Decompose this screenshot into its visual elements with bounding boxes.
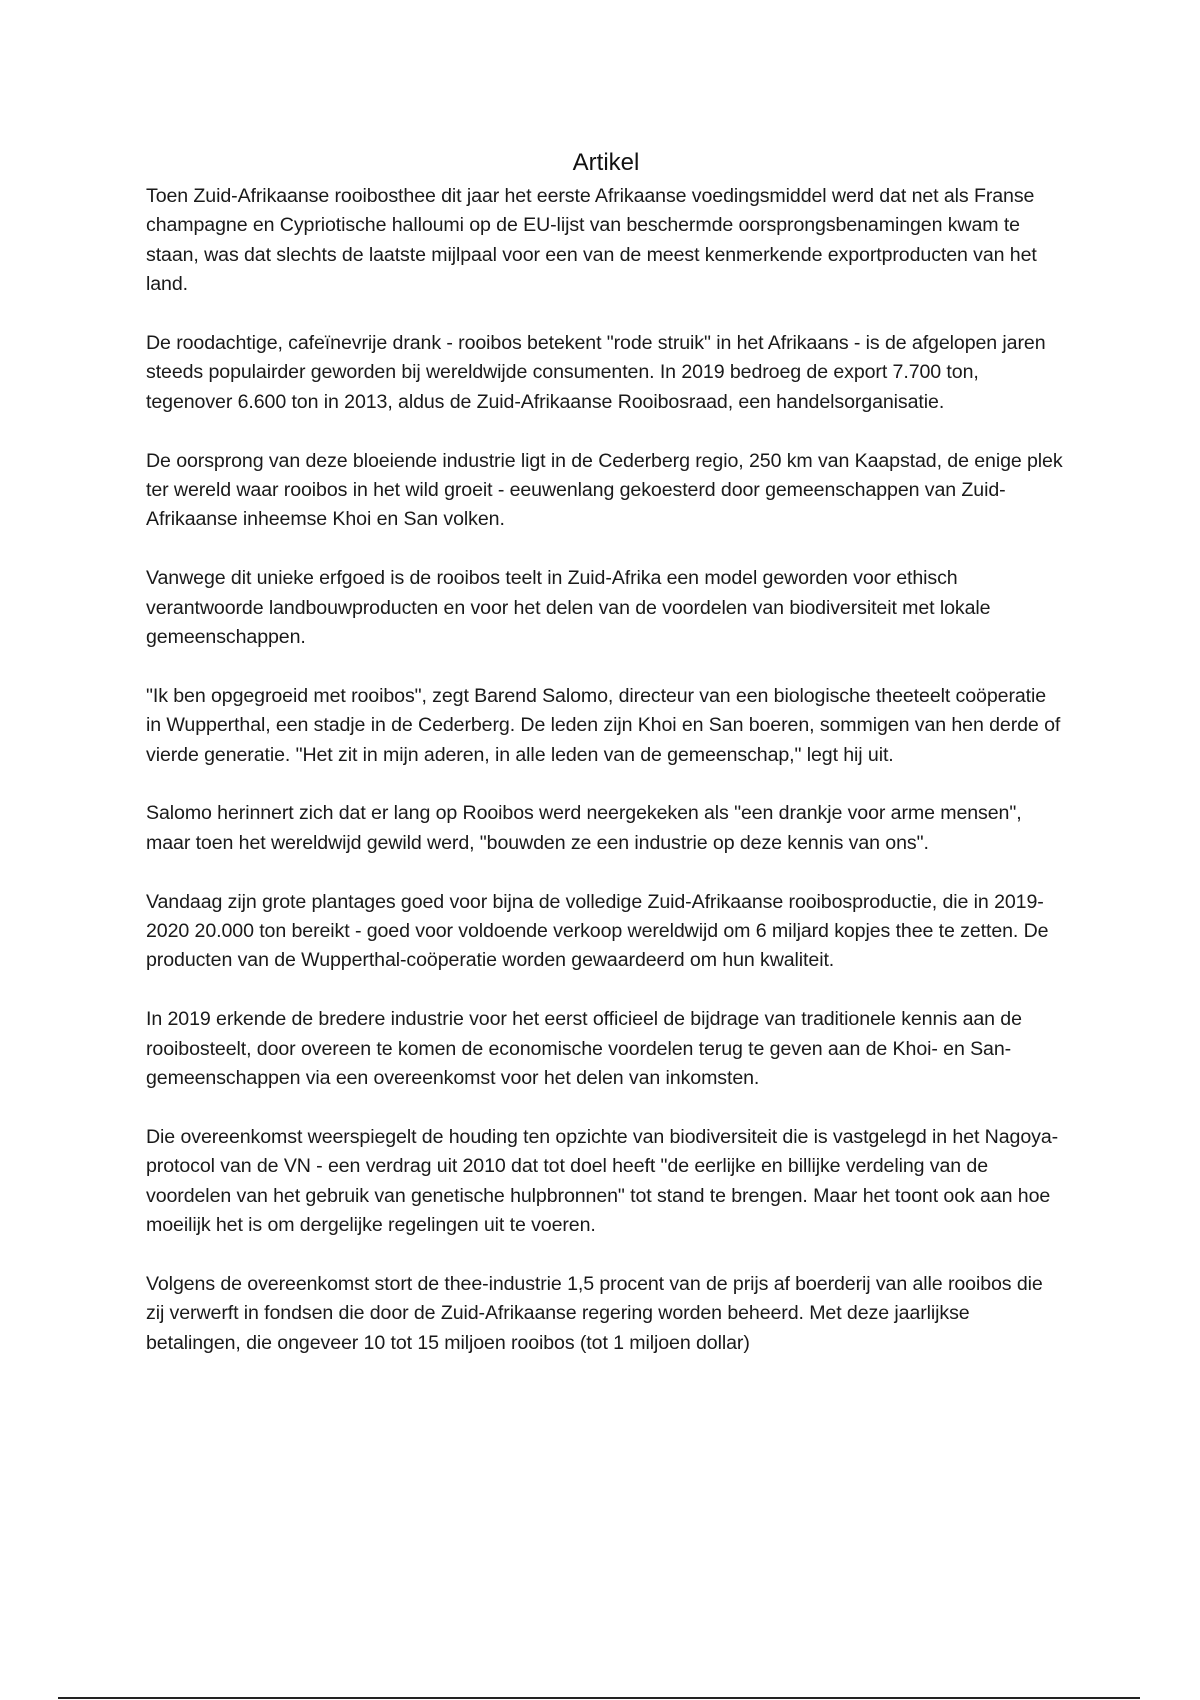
paragraph-3: De oorsprong van deze bloeiende industrie ligt in de Cederberg regio, 250 km van Kaapstad, de enige plek ter wereld waar rooibos in het wild groeit - eeuwenlang gekoesterd door gemeenschappen van Zuid-Afrikaanse inheemse Khoi en San volken. — [146, 449, 1063, 531]
document-title: Artikel — [572, 149, 640, 176]
paragraph-7: Vandaag zijn grote plantages goed voor bijna de volledige Zuid-Afrikaanse rooibosproductie, die in 2019-2020 20.000 ton bereikt - goed voor voldoende verkoop wereldwijd om 6 miljard kopjes thee te zetten. De producten van de Wupperthal-coöperatie worden gewaardeerd om hun kwaliteit. — [146, 890, 1049, 972]
paragraph-10: Volgens de overeenkomst stort de thee-industrie 1,5 procent van de prijs af boerderij van alle rooibos die zij verwerft in fondsen die door de Zuid-Afrikaanse regering worden beheerd. Met deze jaarlijkse betalingen, die ongeveer 10 tot 15 miljoen rooibos (tot 1 miljoen dollar) — [146, 1272, 1043, 1354]
paragraph-9: Die overeenkomst weerspiegelt de houding ten opzichte van biodiversiteit die is vastgelegd in het Nagoya-protocol van de VN - een verdrag uit 2010 dat tot doel heeft "de eerlijke en billijke verdeling van de voordelen van het gebruik van genetische hulpbronnen" tot stand te brengen. Maar het toont ook aan hoe moeilijk het is om dergelijke regelingen uit te voeren. — [146, 1125, 1059, 1237]
document-page — [146, 146, 1066, 1358]
paragraph-1: Toen Zuid-Afrikaanse rooibosthee dit jaar het eerste Afrikaanse voedingsmiddel werd dat net als Franse champagne en Cypriotische halloumi op de EU-lijst van beschermde oorsprongsbenamingen kwam te staan, was dat slechts de laatste mijlpaal voor een van de meest kenmerkende exportproducten van het land. — [146, 185, 1037, 296]
page-bottom-divider — [58, 1697, 1140, 1699]
paragraph-6: Salomo herinnert zich dat er lang op Rooibos werd neergekeken als "een drankje voor arme mensen", maar toen het wereldwijd gewild werd, "bouwden ze een industrie op deze kennis van ons". — [146, 802, 1022, 854]
paragraph-4: Vanwege dit unieke erfgoed is de rooibos teelt in Zuid-Afrika een model geworden voor ethisch verantwoorde landbouwproducten en voor het delen van de voordelen van biodiversiteit met lokale gemeenschappen. — [146, 567, 991, 649]
article-body — [146, 182, 1066, 1358]
paragraph-8: In 2019 erkende de bredere industrie voor het eerst officieel de bijdrage van traditionele kennis aan de rooibosteelt, door overeen te komen de economische voordelen terug te geven aan de Khoi- en San-gemeenschappen via een overeenkomst voor het delen van inkomsten. — [146, 1008, 1022, 1090]
paragraph-2: De roodachtige, cafeïnevrije drank - rooibos betekent "rode struik" in het Afrikaans - is de afgelopen jaren steeds populairder geworden bij wereldwijde consumenten. In 2019 bedroeg de export 7.700 ton, tegenover 6.600 ton in 2013, aldus de Zuid-Afrikaanse Rooibosraad, een handelsorganisatie. — [146, 332, 1046, 413]
paragraph-5: "Ik ben opgegroeid met rooibos", zegt Barend Salomo, directeur van een biologische theeteelt coöperatie in Wupperthal, een stadje in de Cederberg. De leden zijn Khoi en San boeren, sommigen van hen derde of vierde generatie. "Het zit in mijn aderen, in alle leden van de gemeenschap," legt hij uit. — [146, 684, 1061, 766]
